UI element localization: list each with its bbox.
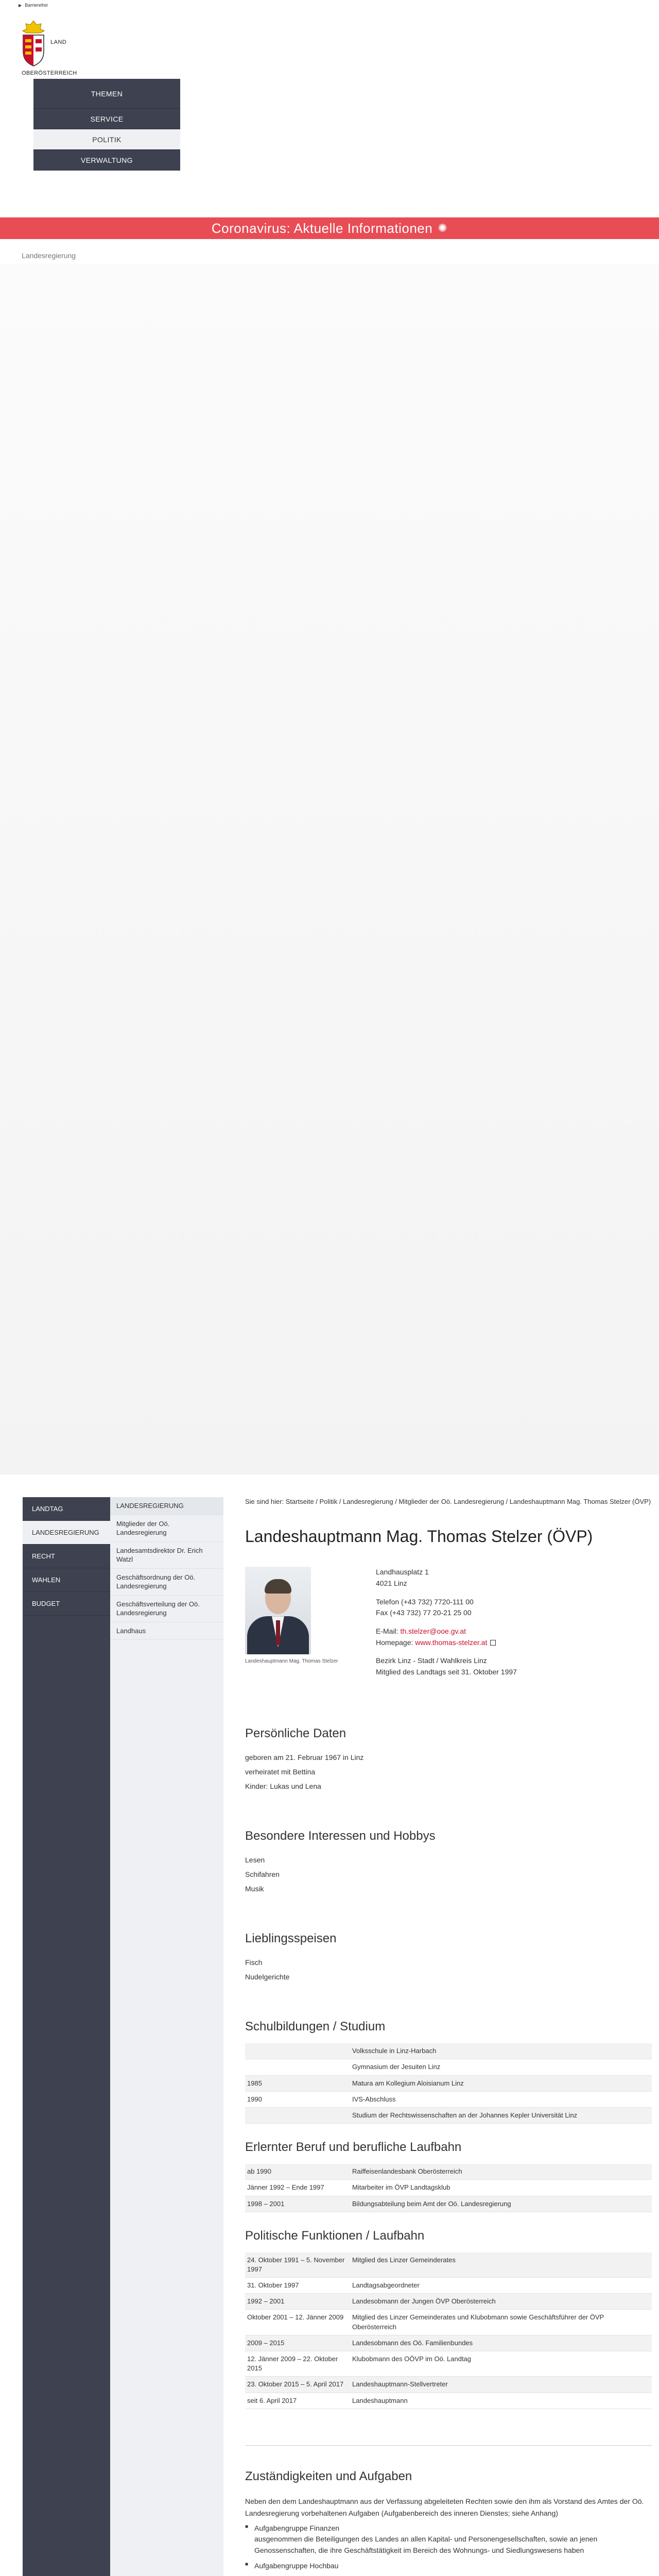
cell-year: 1998 – 2001	[245, 2196, 350, 2212]
cell-text: Landesobmann des Oö. Familienbundes	[350, 2335, 652, 2351]
section-title: Lieblingsspeisen	[245, 1931, 337, 1946]
text-line: Lesen	[245, 1856, 265, 1865]
table-row	[245, 2196, 652, 2212]
section-title: Erlernter Beruf und berufliche Laufbahn	[245, 2140, 462, 2155]
table-row	[245, 2043, 652, 2059]
email-link[interactable]: th.stelzer@ooe.gv.at	[400, 1626, 466, 1635]
section-political	[245, 2229, 652, 2409]
breadcrumb-top[interactable]: Landesregierung	[22, 251, 76, 260]
cell-year: ab 1990	[245, 2164, 350, 2180]
cell-text: IVS-Abschluss	[350, 2091, 652, 2107]
table-row	[245, 2059, 652, 2075]
education-table	[245, 2043, 652, 2124]
cell-text: Matura am Kollegium Aloisianum Linz	[350, 2075, 652, 2091]
subnav-mitglieder[interactable]: Mitglieder der Oö. Landesregierung	[110, 1515, 223, 1542]
empty-content-area	[0, 264, 659, 1475]
sidebar-item-landesregierung[interactable]: LANDESREGIERUNG	[23, 1521, 110, 1545]
cell-text: Landeshauptmann-Stellvertreter	[350, 2377, 652, 2393]
section-education	[245, 2020, 652, 2124]
career-table	[245, 2164, 652, 2212]
subnav-heading[interactable]: LANDESREGIERUNG	[110, 1497, 223, 1515]
duty-label: Aufgabengruppe Finanzen	[254, 2523, 340, 2532]
photo-caption: Landeshauptmann Mag. Thomas Stelzer	[245, 1658, 338, 1665]
homepage-label: Homepage:	[376, 1638, 415, 1647]
list-item	[245, 2523, 652, 2556]
text-line: Musik	[245, 1885, 264, 1893]
contact-block	[376, 1567, 517, 1678]
cell-year: 12. Jänner 2009 – 22. Oktober 2015	[245, 2351, 350, 2377]
logo-land: LAND	[50, 39, 67, 45]
cell-year: 1985	[245, 2075, 350, 2091]
cell-year	[245, 2043, 350, 2059]
section-personal	[245, 1726, 652, 1793]
text-line: geboren am 21. Februar 1967 in Linz	[245, 1753, 364, 1762]
section-title: Politische Funktionen / Laufbahn	[245, 2228, 425, 2243]
cell-text: Klubobmann des OÖVP im Oö. Landtag	[350, 2351, 652, 2377]
subnav-landesamtsdirektor[interactable]: Landesamtsdirektor Dr. Erich Watzl	[110, 1542, 223, 1569]
accessibility-bar	[0, 0, 659, 10]
table-row	[245, 2164, 652, 2180]
list-item: ■ Aufgabengruppe Hochbau	[245, 2561, 652, 2572]
duties-list	[245, 2523, 652, 2576]
logo-state-name: OBERÖSTERREICH	[22, 70, 77, 76]
contact-street: Landhausplatz 1	[376, 1568, 429, 1577]
accessibility-link[interactable]: Barrierefrei	[25, 3, 48, 8]
cell-text: Bildungsabteilung beim Amt der Oö. Landesregierung	[350, 2196, 652, 2212]
cell-year: Oktober 2001 – 12. Jänner 2009	[245, 2310, 350, 2335]
political-table	[245, 2252, 652, 2409]
profile-card	[245, 1567, 652, 1726]
cell-year	[245, 2107, 350, 2123]
corona-banner-text: Coronavirus: Aktuelle Informationen	[211, 220, 433, 236]
cell-text: Gymnasium der Jesuiten Linz	[350, 2059, 652, 2075]
corona-banner[interactable]	[0, 217, 659, 239]
contact-email-row	[376, 1626, 517, 1637]
table-row	[245, 2278, 652, 2294]
section-career	[245, 2140, 652, 2212]
contact-fax: Fax (+43 732) 77 20-21 25 00	[376, 1608, 472, 1617]
nav-verwaltung[interactable]: VERWALTUNG	[33, 150, 180, 171]
cell-text: Mitglied des Linzer Gemeinderates und Klubobmann sowie Geschäftsführer der ÖVP Oberösterreich	[350, 2310, 652, 2335]
cell-text: Landesobmann der Jungen ÖVP Oberösterreich	[350, 2294, 652, 2310]
cell-text: Landeshauptmann	[350, 2393, 652, 2409]
duties-intro: Neben den dem Landeshauptmann aus der Verfassung abgeleiteten Rechten sowie den ihm als Vorstand des Amtes der Oö. Landesregierung vorbehaltenen Aufgaben (Aufgabenbereich des inneren Dienstes; siehe Anhang)	[245, 2497, 644, 2518]
main-navigation	[33, 79, 180, 171]
table-row	[245, 2180, 652, 2196]
sidebar-item-wahlen[interactable]: WAHLEN	[23, 1568, 110, 1592]
external-link-icon	[490, 1640, 496, 1646]
sidebar-secondary	[110, 1497, 223, 2576]
nav-service[interactable]: SERVICE	[33, 109, 180, 129]
cell-year: Jänner 1992 – Ende 1997	[245, 2180, 350, 2196]
virus-icon: ✺	[438, 222, 448, 234]
text-line: verheiratet mit Bettina	[245, 1768, 316, 1776]
section-duties	[245, 2466, 652, 2576]
state-logo[interactable]	[21, 21, 98, 77]
page-title: Landeshauptmann Mag. Thomas Stelzer (ÖVP)	[245, 1527, 593, 1546]
cell-year: 24. Oktober 1991 – 5. November 1997	[245, 2252, 350, 2278]
cell-text: Studium der Rechtswissenschaften an der Johannes Kepler Universität Linz	[350, 2107, 652, 2123]
section-interests	[245, 1829, 652, 1896]
table-row	[245, 2377, 652, 2393]
contact-city: 4021 Linz	[376, 1579, 407, 1587]
cell-year: 31. Oktober 1997	[245, 2278, 350, 2294]
text-line: Kinder: Lukas und Lena	[245, 1782, 321, 1791]
subnav-landhaus[interactable]: Landhaus	[110, 1622, 223, 1640]
cell-year	[245, 2059, 350, 2075]
main-content	[245, 1497, 652, 2576]
table-row	[245, 2294, 652, 2310]
table-row	[245, 2107, 652, 2123]
table-row	[245, 2252, 652, 2278]
cell-text: Raiffeisenlandesbank Oberösterreich	[350, 2164, 652, 2180]
coat-of-arms-icon	[22, 21, 45, 67]
section-title: Persönliche Daten	[245, 1726, 346, 1741]
breadcrumb[interactable]: Sie sind hier: Startseite / Politik / Landesregierung / Mitglieder der Oö. Landesregierung / Landeshauptmann Mag. Thomas Stelzer (ÖVP)	[245, 1498, 651, 1505]
email-label: E-Mail:	[376, 1626, 401, 1635]
text-line: Schifahren	[245, 1870, 280, 1879]
contact-member-since: Mitglied des Landtags seit 31. Oktober 1997	[376, 1668, 517, 1676]
text-line: Nudelgerichte	[245, 1973, 290, 1981]
subnav-geschaeftsverteilung[interactable]: Geschäftsverteilung der Oö. Landesregierung	[110, 1596, 223, 1622]
cell-text: Landtagsabgeordneter	[350, 2278, 652, 2294]
section-title: Zuständigkeiten und Aufgaben	[245, 2469, 412, 2483]
cell-text: Volksschule in Linz-Harbach	[350, 2043, 652, 2059]
section-title: Besondere Interessen und Hobbys	[245, 1829, 436, 1843]
triangle-right-icon: ▶	[19, 3, 22, 8]
section-food	[245, 1931, 652, 1984]
cell-text: Mitglied des Linzer Gemeinderates	[350, 2252, 652, 2278]
contact-phone: Telefon (+43 732) 7720-111 00	[376, 1597, 474, 1606]
sidebar-item-landtag[interactable]: LANDTAG	[23, 1497, 110, 1521]
table-row	[245, 2393, 652, 2409]
cell-year: 1992 – 2001	[245, 2294, 350, 2310]
sidebar-item-recht[interactable]: RECHT	[23, 1545, 110, 1568]
text-line: Fisch	[245, 1958, 263, 1967]
section-title: Schulbildungen / Studium	[245, 2020, 386, 2034]
duty-note: ausgenommen die Beteiligungen des Landes an allen Kapital- und Personengesellschaften, sowie an jenen Genossenschaften, die ihre Geschäftstätigkeit im Bereich des Wohnungs- und Siedlungswesens haben	[254, 2535, 598, 2554]
table-row	[245, 2091, 652, 2107]
table-row	[245, 2335, 652, 2351]
subnav-geschaeftsordnung[interactable]: Geschäftsordnung der Oö. Landesregierung	[110, 1569, 223, 1596]
cell-year: 1990	[245, 2091, 350, 2107]
contact-district: Bezirk Linz - Stadt / Wahlkreis Linz	[376, 1656, 487, 1665]
cell-year: 23. Oktober 2015 – 5. April 2017	[245, 2377, 350, 2393]
table-row	[245, 2310, 652, 2335]
sidebar-item-budget[interactable]: BUDGET	[23, 1592, 110, 1616]
contact-homepage-row	[376, 1637, 517, 1649]
cell-year: seit 6. April 2017	[245, 2393, 350, 2409]
sidebar-primary	[23, 1497, 110, 2576]
portrait-photo[interactable]	[245, 1567, 311, 1654]
table-row	[245, 2075, 652, 2091]
cell-year: 2009 – 2015	[245, 2335, 350, 2351]
homepage-link[interactable]: www.thomas-stelzer.at	[415, 1638, 488, 1647]
nav-politik[interactable]: POLITIK	[33, 129, 180, 150]
cell-text: Mitarbeiter im ÖVP Landtagsklub	[350, 2180, 652, 2196]
nav-themen[interactable]: THEMEN	[33, 79, 180, 109]
table-row	[245, 2351, 652, 2377]
